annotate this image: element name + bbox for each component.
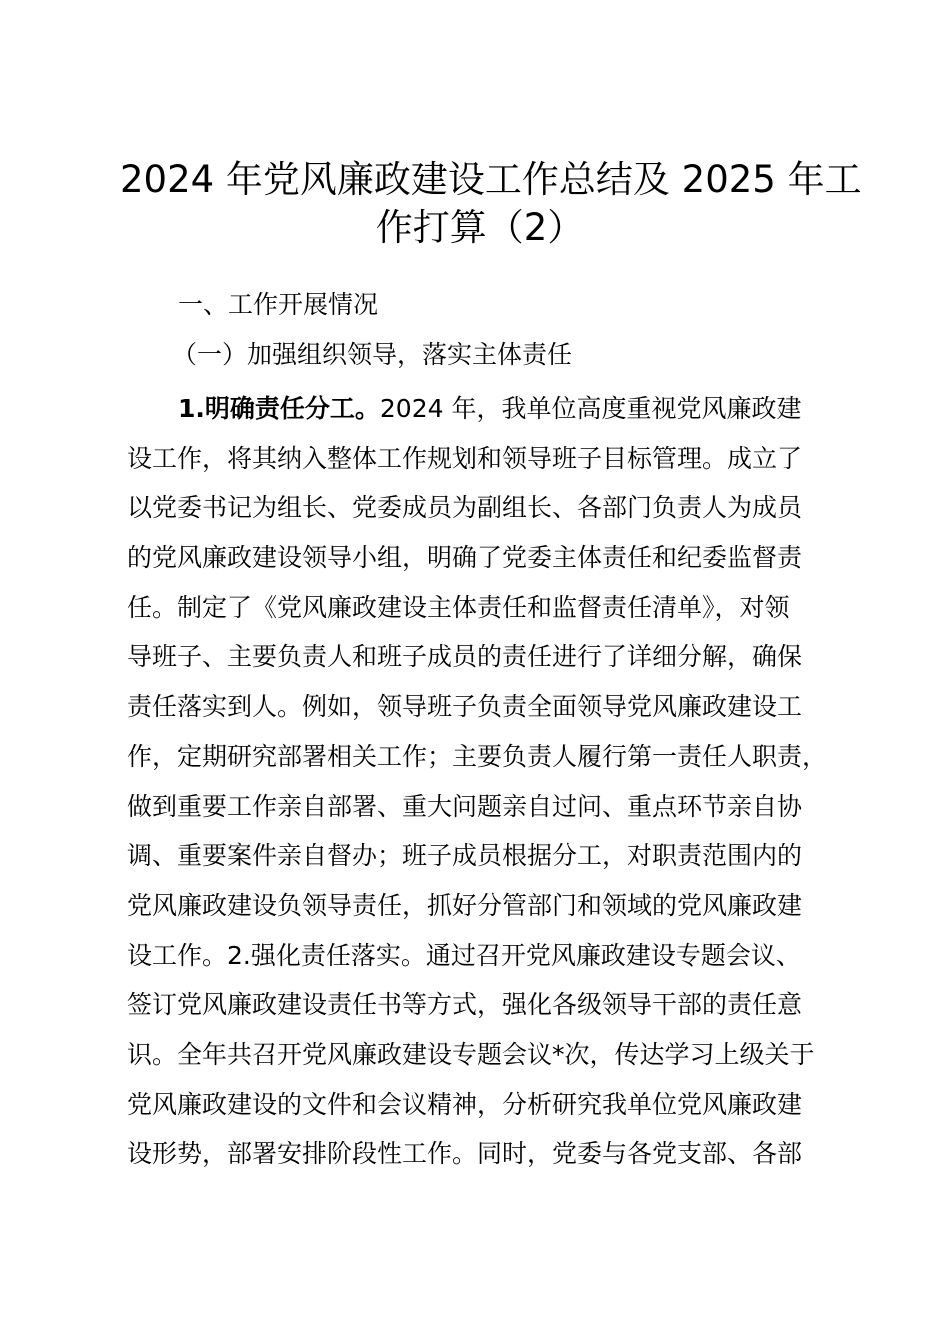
paragraph-line: 设工作，将其纳入整体工作规划和领导班子目标管理。成立了 [127,443,803,473]
paragraph-lead-bold: 1.明确责任分工。 [178,394,380,423]
title-line-1: 2024 年党风廉政建设工作总结及 2025 年工 [120,158,862,201]
paragraph-line: 做到重要工作亲自部署、重大问题亲自过问、重点环节亲自协 [127,791,803,821]
paragraph-line: 的党风廉政建设领导小组，明确了党委主体责任和纪委监督责 [127,543,803,573]
paragraph-line: 作，定期研究部署相关工作；主要负责人履行第一责任人职责， [127,741,828,771]
body-paragraph [127,384,847,1179]
paragraph-line: 签订党风廉政建设责任书等方式，强化各级领导干部的责任意 [127,990,803,1020]
document-title [120,156,862,252]
paragraph-line: 识。全年共召开党风廉政建设专题会议*次，传达学习上级关于 [127,1039,815,1069]
paragraph-line: 导班子、主要负责人和班子成员的责任进行了详细分解，确保 [127,642,803,672]
paragraph-line: 任。制定了《党风廉政建设主体责任和监督责任清单》，对领 [127,592,790,622]
paragraph-first-line-rest: 2024 年，我单位高度重视党风廉政建 [379,394,802,423]
paragraph-line-first [127,384,847,434]
paragraph-line: 设形势，部署安排阶段性工作。同时，党委与各党支部、各部 [127,1139,803,1169]
title-line-2: 作打算（2） [375,206,585,249]
section-heading: 一、工作开展情况 [178,290,379,319]
subsection-heading: （一）加强组织领导，落实主体责任 [172,340,573,369]
paragraph-line: 党风廉政建设的文件和会议精神，分析研究我单位党风廉政建 [127,1089,803,1119]
paragraph-line: 责任落实到人。例如，领导班子负责全面领导党风廉政建设工 [127,692,803,722]
paragraph-line: 设工作。2.强化责任落实。通过召开党风廉政建设专题会议、 [127,940,801,970]
paragraph-line: 党风廉政建设负领导责任，抓好分管部门和领域的党风廉政建 [127,890,803,920]
paragraph-line: 以党委书记为组长、党委成员为副组长、各部门负责人为成员 [127,493,803,523]
paragraph-line: 调、重要案件亲自督办；班子成员根据分工，对职责范围内的 [127,841,803,871]
